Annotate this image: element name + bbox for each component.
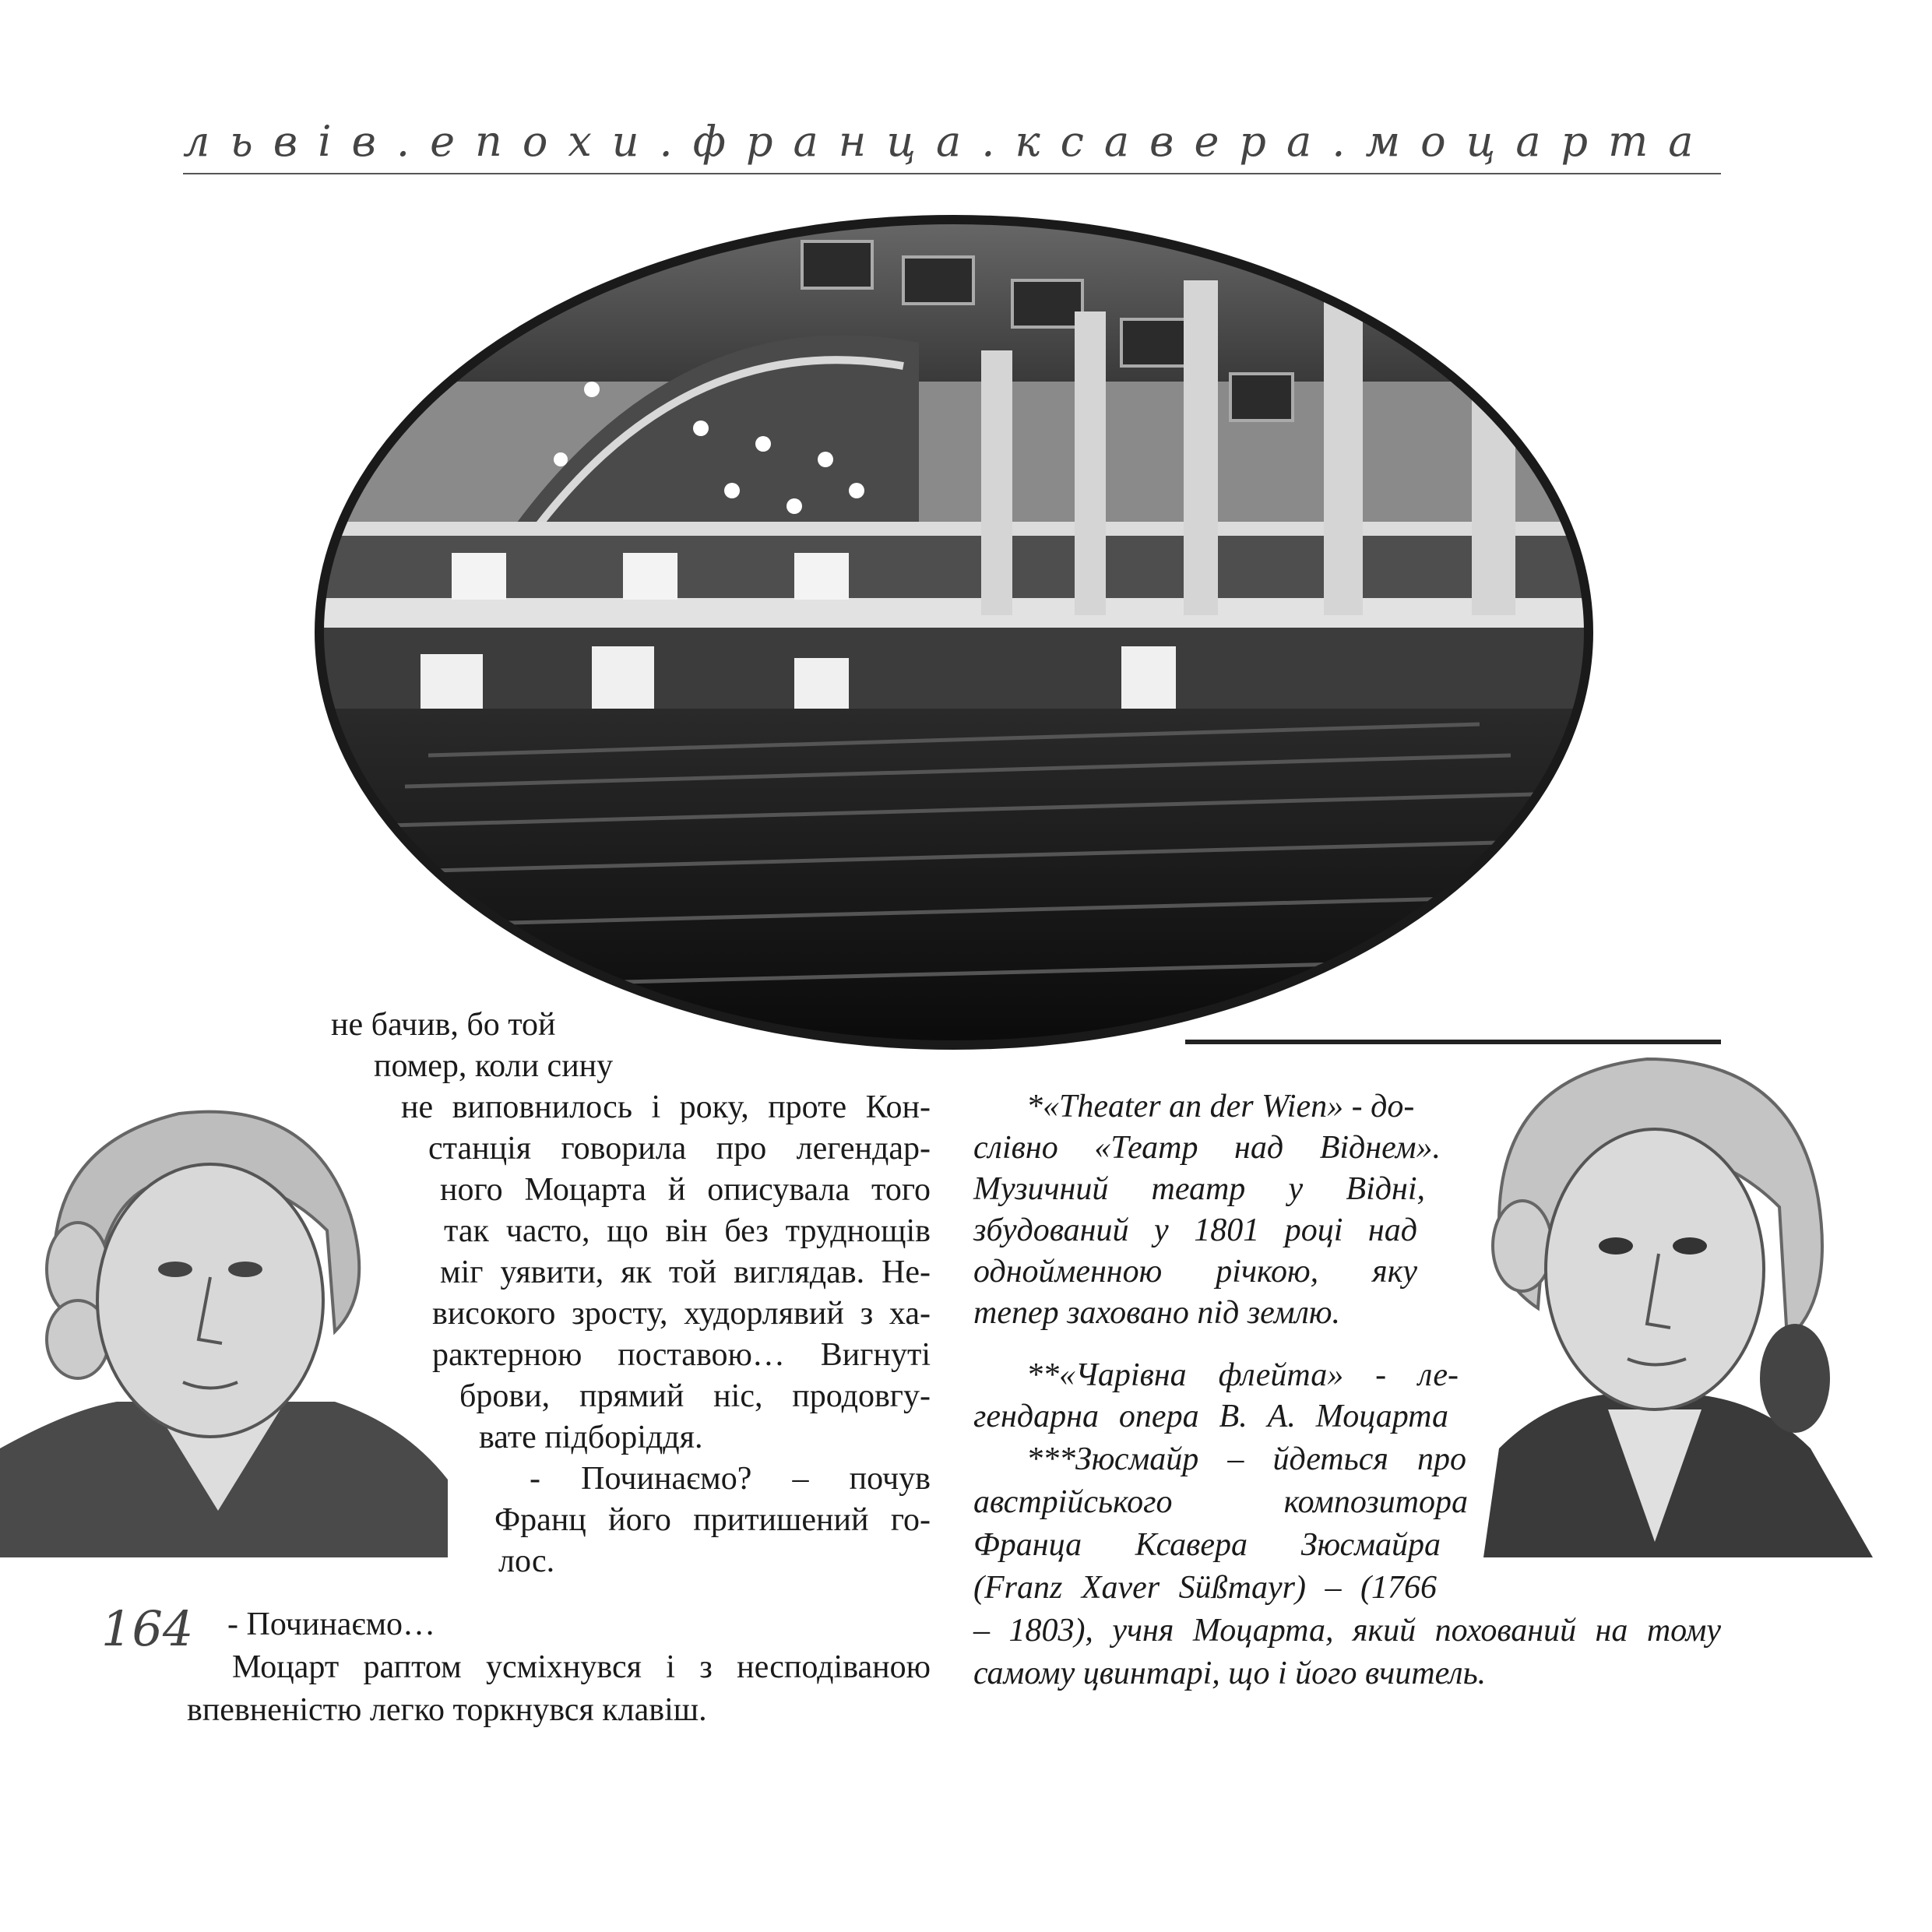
footnote-line: збудований у 1801 році над (973, 1212, 1417, 1248)
footnote-line: самому цвинтарі, що і його вчитель. (973, 1656, 1487, 1691)
body-line: - Починаємо… (227, 1606, 436, 1642)
portrait-engraving-left (0, 1075, 448, 1557)
body-line: Моцарт раптом усміхнувся і з несподіваною (232, 1649, 931, 1685)
body-line: лос. (498, 1543, 555, 1579)
footnote-line: слівно «Театр над Віднем». (973, 1130, 1441, 1166)
footnote-line: Франца Ксавера Зюсмайра (973, 1527, 1441, 1563)
footnote-line: однойменною річкою, яку (973, 1254, 1417, 1290)
header-rule (183, 173, 1721, 174)
footnote-line: Музичний театр у Відні, (973, 1171, 1425, 1207)
page-number: 164 (101, 1600, 194, 1657)
body-line: брови, прямий ніс, продовгу- (459, 1378, 931, 1414)
body-line: помер, коли сину (374, 1048, 614, 1084)
portrait-engraving-mozart (1452, 1043, 1873, 1557)
body-line: не виповнилось і року, проте Кон- (401, 1089, 931, 1125)
body-line: не бачив, бо той (331, 1007, 556, 1043)
body-line: так часто, що він без труднощів (444, 1213, 931, 1249)
body-line: рактерною поставою… Вигнуті (432, 1337, 931, 1373)
body-line: Франц його притишений го- (494, 1502, 931, 1538)
concert-hall-photo (311, 210, 1596, 1055)
body-line: станція говорила про легендар- (428, 1131, 931, 1167)
body-line: високого зросту, худорлявий з ха- (432, 1296, 931, 1332)
footnote-line: гендарна опера В. А. Моцарта (973, 1399, 1448, 1434)
body-line: - Починаємо? – почув (530, 1461, 931, 1497)
body-line: впевненістю легко торкнувся клавіш. (187, 1692, 707, 1728)
footnote-line: *«Theater an der Wien» - до- (1026, 1089, 1415, 1124)
footnote-line: **«Чарівна флейта» - ле- (1026, 1357, 1459, 1393)
body-line: ного Моцарта й описувала того (440, 1172, 931, 1208)
footnote-line: ***Зюсмайр – йдеться про (1026, 1441, 1466, 1477)
footnote-line: – 1803), учня Моцарта, який похований на тому (973, 1613, 1721, 1649)
footnote-line: тепер заховано під землю. (973, 1295, 1341, 1331)
body-line: міг уявити, як той виглядав. Не- (440, 1255, 931, 1290)
running-header: львів.епохи.франца.ксавера.моцарта (183, 117, 1714, 166)
footnote-line: (Franz Xaver Süßmayr) – (1766 (973, 1570, 1437, 1606)
body-line: вате підборіддя. (479, 1420, 703, 1455)
footnote-line: австрійського композитора (973, 1484, 1468, 1520)
